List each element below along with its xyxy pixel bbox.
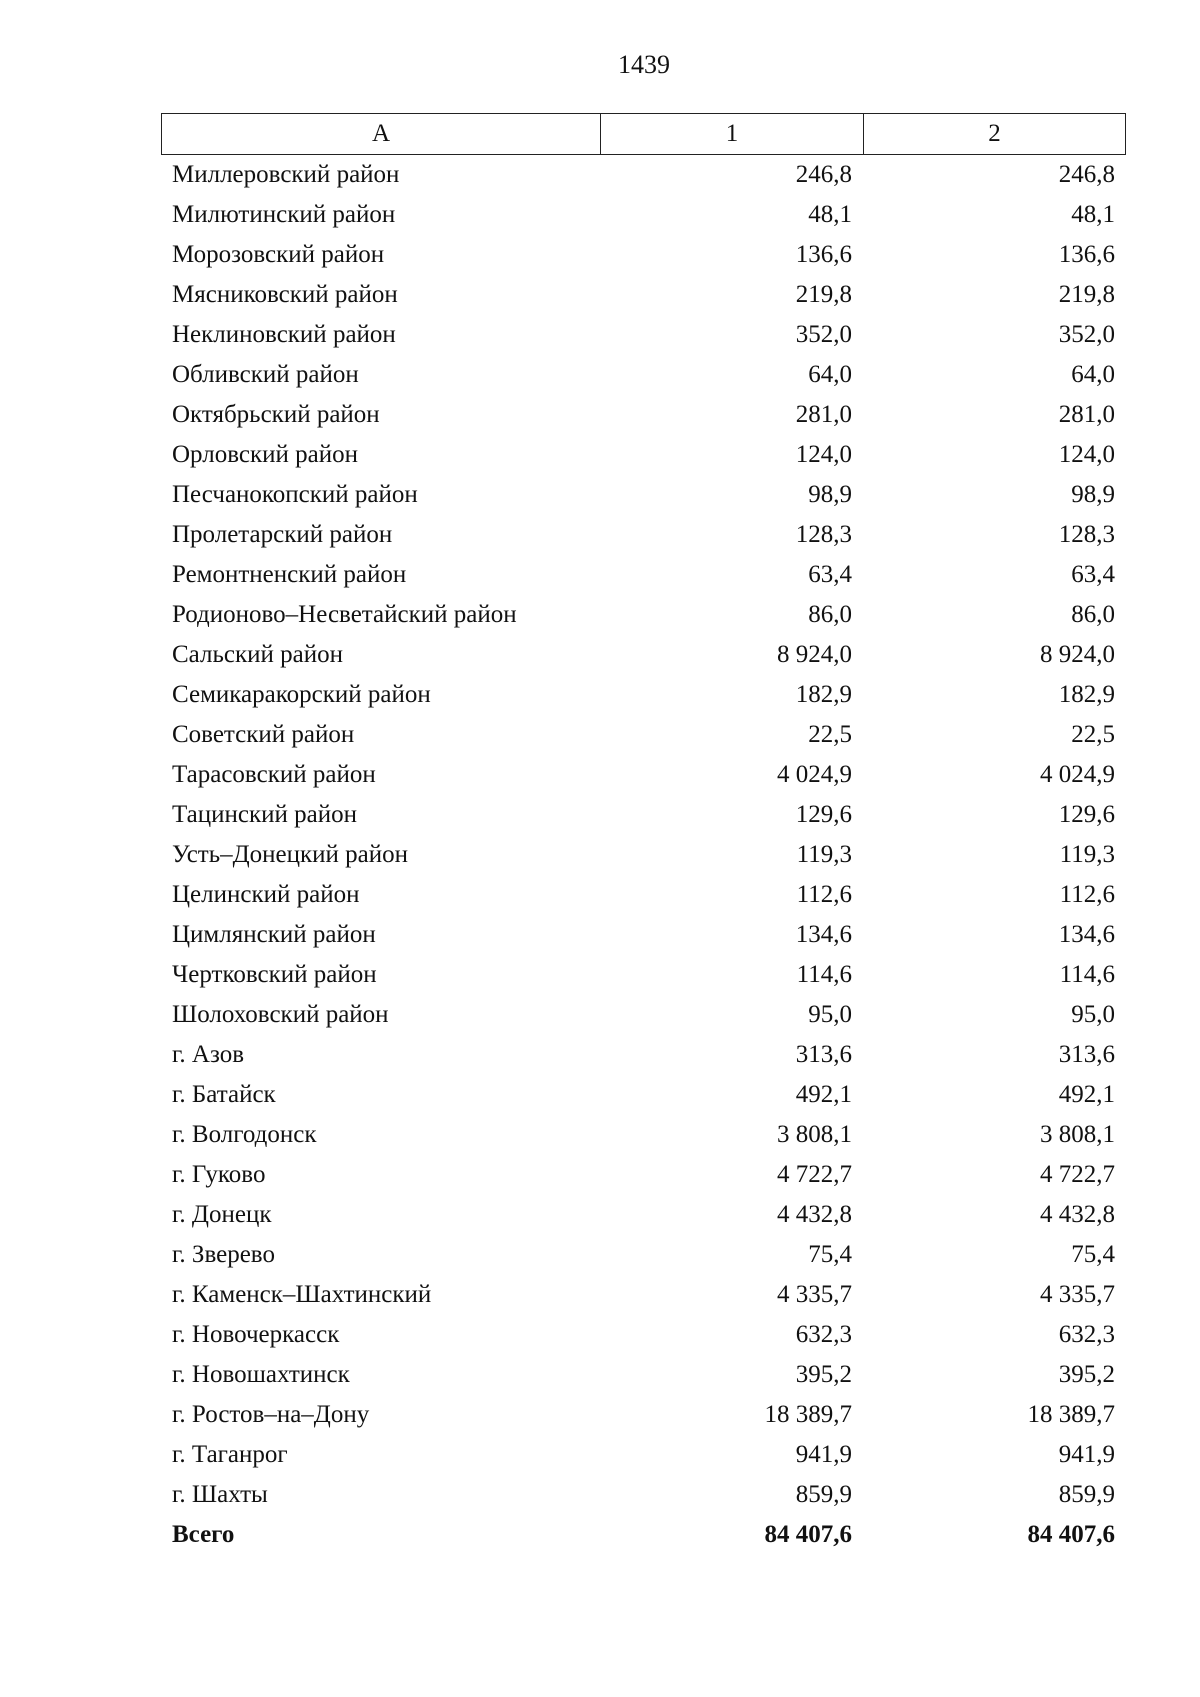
row-value-1: 859,9	[795, 1481, 852, 1508]
row-value-2: 63,4	[1071, 561, 1115, 588]
row-value-1: 64,0	[808, 361, 852, 388]
table-row	[161, 555, 1126, 595]
row-name: Обливский район	[172, 361, 359, 388]
row-value-2: 352,0	[1058, 321, 1115, 348]
row-name: г. Волгодонск	[172, 1121, 317, 1148]
row-value-1: 112,6	[796, 881, 852, 908]
row-value-2: 941,9	[1058, 1441, 1115, 1468]
table-row	[161, 795, 1126, 835]
row-value-1: 18 389,7	[764, 1401, 852, 1428]
row-value-2: 859,9	[1058, 1481, 1115, 1508]
row-value-1: 281,0	[795, 401, 852, 428]
table-row	[161, 755, 1126, 795]
row-value-2: 492,1	[1058, 1081, 1115, 1108]
row-name: г. Азов	[172, 1041, 245, 1068]
row-value-1: 8 924,0	[777, 641, 852, 668]
row-value-1: 119,3	[796, 841, 852, 868]
total-value-1: 84 407,6	[764, 1521, 852, 1548]
row-value-1: 75,4	[808, 1241, 852, 1268]
table-row	[161, 875, 1126, 915]
row-value-2: 4 432,8	[1040, 1201, 1115, 1228]
row-value-1: 95,0	[808, 1001, 852, 1028]
column-header-a: А	[162, 114, 601, 154]
row-name: Морозовский район	[172, 241, 385, 268]
table-row	[161, 395, 1126, 435]
row-value-1: 395,2	[795, 1361, 852, 1388]
table-row	[161, 1075, 1126, 1115]
table-header	[161, 113, 1126, 155]
row-value-2: 4 335,7	[1040, 1281, 1115, 1308]
table-row	[161, 1315, 1126, 1355]
row-value-1: 219,8	[795, 281, 852, 308]
row-name: Чертковский район	[172, 961, 377, 988]
row-name: г. Новочеркасск	[172, 1321, 340, 1348]
row-name: Родионово–Несветайский район	[172, 601, 517, 628]
row-name: Октябрьский район	[172, 401, 380, 428]
row-value-1: 134,6	[795, 921, 852, 948]
table-row	[161, 1195, 1126, 1235]
table-row	[161, 1035, 1126, 1075]
row-value-1: 182,9	[795, 681, 852, 708]
row-value-2: 48,1	[1071, 201, 1115, 228]
table-row	[161, 475, 1126, 515]
row-value-2: 3 808,1	[1040, 1121, 1115, 1148]
row-name: Милютинский район	[172, 201, 396, 228]
table-row	[161, 915, 1126, 955]
row-value-1: 4 432,8	[777, 1201, 852, 1228]
row-value-1: 492,1	[795, 1081, 852, 1108]
row-value-2: 129,6	[1058, 801, 1115, 828]
row-name: Миллеровский район	[172, 161, 400, 188]
total-value-2: 84 407,6	[1027, 1521, 1115, 1548]
row-name: Ремонтненский район	[172, 561, 407, 588]
row-value-2: 8 924,0	[1040, 641, 1115, 668]
row-value-2: 395,2	[1058, 1361, 1115, 1388]
row-value-1: 313,6	[795, 1041, 852, 1068]
row-value-2: 4 722,7	[1040, 1161, 1115, 1188]
row-value-1: 22,5	[808, 721, 852, 748]
row-value-2: 98,9	[1071, 481, 1115, 508]
row-name: г. Шахты	[172, 1481, 268, 1508]
row-name: Песчанокопский район	[172, 481, 418, 508]
row-value-2: 64,0	[1071, 361, 1115, 388]
row-name: Шолоховский район	[172, 1001, 389, 1028]
table-body	[161, 155, 1126, 1555]
row-value-2: 136,6	[1058, 241, 1115, 268]
row-value-2: 112,6	[1059, 881, 1115, 908]
row-value-2: 22,5	[1071, 721, 1115, 748]
row-name: Цимлянский район	[172, 921, 376, 948]
row-value-2: 95,0	[1071, 1001, 1115, 1028]
row-value-2: 114,6	[1059, 961, 1115, 988]
row-name: Орловский район	[172, 441, 358, 468]
table-row	[161, 995, 1126, 1035]
row-name: г. Зверево	[172, 1241, 275, 1268]
row-value-1: 352,0	[795, 321, 852, 348]
column-header-1: 1	[601, 114, 864, 154]
table-row	[161, 355, 1126, 395]
table-row	[161, 675, 1126, 715]
table-row	[161, 595, 1126, 635]
row-value-1: 3 808,1	[777, 1121, 852, 1148]
table-row	[161, 1355, 1126, 1395]
table-row	[161, 315, 1126, 355]
row-name: Семикаракорский район	[172, 681, 431, 708]
row-value-1: 941,9	[795, 1441, 852, 1468]
row-value-1: 129,6	[795, 801, 852, 828]
row-value-2: 86,0	[1071, 601, 1115, 628]
table-row	[161, 515, 1126, 555]
row-value-2: 4 024,9	[1040, 761, 1115, 788]
row-value-1: 632,3	[795, 1321, 852, 1348]
table-row	[161, 1435, 1126, 1475]
row-name: г. Батайск	[172, 1081, 276, 1108]
row-value-2: 313,6	[1058, 1041, 1115, 1068]
row-value-1: 86,0	[808, 601, 852, 628]
row-name: Усть–Донецкий район	[172, 841, 409, 868]
row-value-2: 75,4	[1071, 1241, 1115, 1268]
row-value-2: 128,3	[1058, 521, 1115, 548]
table-row	[161, 275, 1126, 315]
table-row	[161, 715, 1126, 755]
row-value-1: 114,6	[796, 961, 852, 988]
row-name: г. Каменск–Шахтинский	[172, 1281, 432, 1308]
row-name: Пролетарский район	[172, 521, 393, 548]
row-name: г. Ростов–на–Дону	[172, 1401, 370, 1428]
table-row	[161, 1115, 1126, 1155]
row-value-1: 4 722,7	[777, 1161, 852, 1188]
table-row	[161, 835, 1126, 875]
row-name: Неклиновский район	[172, 321, 396, 348]
row-value-1: 4 024,9	[777, 761, 852, 788]
table-row	[161, 1155, 1126, 1195]
table-row	[161, 635, 1126, 675]
table-row	[161, 1235, 1126, 1275]
row-value-1: 128,3	[795, 521, 852, 548]
table-row	[161, 155, 1126, 195]
row-name: Советский район	[172, 721, 355, 748]
table-row	[161, 1395, 1126, 1435]
table-row	[161, 195, 1126, 235]
row-value-2: 119,3	[1059, 841, 1115, 868]
row-value-2: 182,9	[1058, 681, 1115, 708]
row-name: г. Новошахтинск	[172, 1361, 350, 1388]
row-value-2: 281,0	[1058, 401, 1115, 428]
row-name: г. Таганрог	[172, 1441, 288, 1468]
row-name: Сальский район	[172, 641, 343, 668]
row-value-2: 18 389,7	[1027, 1401, 1115, 1428]
row-name: г. Гуково	[172, 1161, 266, 1188]
table-row	[161, 435, 1126, 475]
page-number: 1439	[618, 50, 670, 79]
row-value-1: 63,4	[808, 561, 852, 588]
table-row	[161, 955, 1126, 995]
row-name: Целинский район	[172, 881, 360, 908]
row-value-1: 4 335,7	[777, 1281, 852, 1308]
row-value-2: 219,8	[1058, 281, 1115, 308]
table-row	[161, 1475, 1126, 1515]
row-value-1: 136,6	[795, 241, 852, 268]
total-label: Всего	[172, 1521, 235, 1548]
table-row	[161, 1275, 1126, 1315]
row-value-2: 632,3	[1058, 1321, 1115, 1348]
row-value-2: 246,8	[1058, 161, 1115, 188]
row-name: Тацинский район	[172, 801, 357, 828]
column-header-2: 2	[988, 120, 1001, 147]
row-value-1: 246,8	[795, 161, 852, 188]
table-row	[161, 235, 1126, 275]
row-name: Тарасовский район	[172, 761, 376, 788]
row-value-1: 124,0	[795, 441, 852, 468]
row-value-2: 134,6	[1058, 921, 1115, 948]
row-value-1: 98,9	[808, 481, 852, 508]
total-row	[161, 1515, 1126, 1555]
row-name: г. Донецк	[172, 1201, 272, 1228]
row-value-1: 48,1	[808, 201, 852, 228]
row-value-2: 124,0	[1058, 441, 1115, 468]
row-name: Мясниковский район	[172, 281, 398, 308]
